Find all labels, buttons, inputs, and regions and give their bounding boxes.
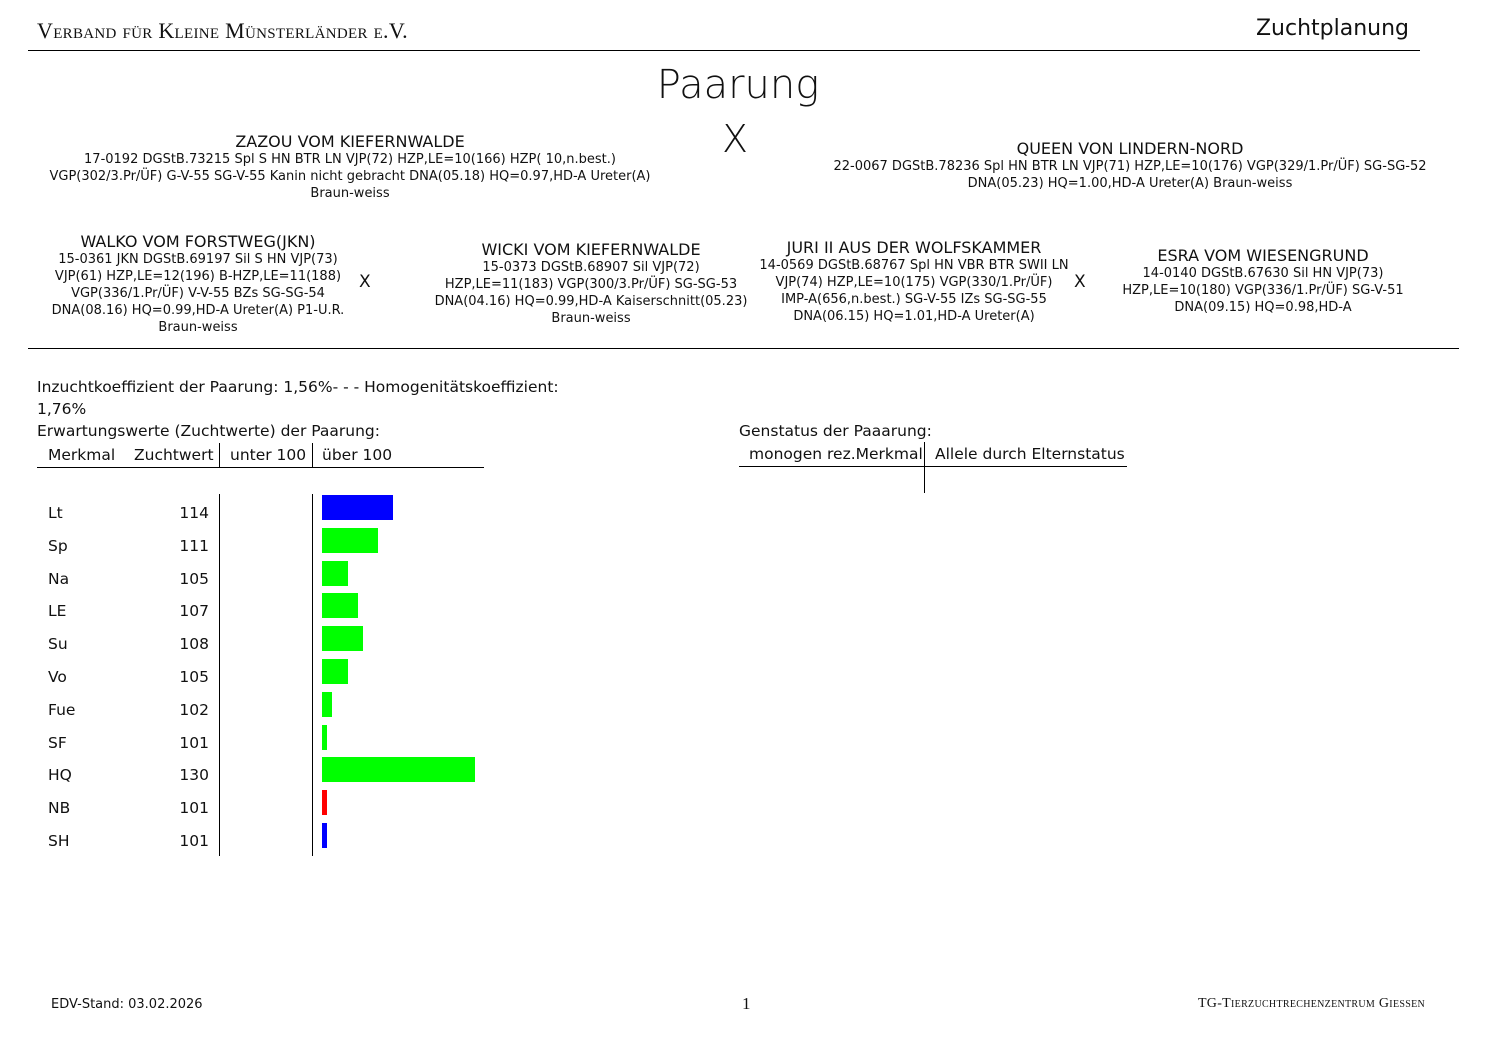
- chart-baseline: [312, 494, 313, 856]
- trait-label: Sp: [48, 536, 68, 555]
- bar-su: [322, 626, 363, 651]
- sire-dam-line: DNA(04.16) HQ=0.99,HD-A Kaiserschnitt(05.23): [434, 294, 748, 309]
- trait-value: 101: [179, 733, 209, 752]
- trait-value: 101: [179, 832, 209, 850]
- sire-sire-line: 15-0361 JKN DGStB.69197 Sil S HN VJP(73): [58, 252, 338, 267]
- trait-value: 107: [179, 602, 209, 621]
- bar-sp: [322, 528, 378, 553]
- sire-sire-block: [28, 232, 368, 336]
- sire-line: Braun-weiss: [310, 186, 390, 201]
- sire-block: [30, 132, 670, 202]
- trait-label: SF: [48, 733, 67, 752]
- bar-na: [322, 561, 348, 586]
- bar-nb: [322, 790, 327, 815]
- sire-dam-line: 15-0373 DGStB.68907 Sil VJP(72): [482, 260, 700, 275]
- dam-dam-name: ESRA VOM WIESENGRUND: [1157, 246, 1369, 265]
- col-header-value: Zuchtwert: [134, 446, 214, 464]
- cross-symbol: X: [722, 117, 749, 161]
- inbreeding-coefficient: Inzuchtkoeffizient der Paarung: 1,56%- - - Homogenitätskoeffizient:: [37, 378, 559, 396]
- dam-sire-line: 14-0569 DGStB.68767 Spl HN VBR BTR SWII LN: [759, 258, 1069, 273]
- trait-label: HQ: [48, 766, 72, 785]
- trait-label: SH: [48, 832, 70, 850]
- trait-label: Su: [48, 635, 68, 654]
- cross-symbol-dam-side: X: [1074, 272, 1086, 292]
- dam-sire-name: JURI II AUS DER WOLFSKAMMER: [786, 238, 1042, 257]
- column-divider: [312, 443, 313, 467]
- page-title: Paarung: [656, 62, 820, 108]
- dam-dam-line: DNA(09.15) HQ=0.98,HD-A: [1174, 300, 1352, 315]
- trait-value: 108: [179, 635, 209, 654]
- dam-line: DNA(05.23) HQ=1.00,HD-A Ureter(A) Braun-weiss: [967, 176, 1293, 191]
- bar-fue: [322, 692, 332, 717]
- col-header-trait: Merkmal: [48, 446, 116, 464]
- homogeneity-coefficient: 1,76%: [37, 400, 87, 418]
- trait-label: Lt: [48, 504, 63, 522]
- trait-label: Na: [48, 569, 70, 588]
- trait-label: Fue: [48, 700, 76, 719]
- sire-sire-name: WALKO VOM FORSTWEG(JKN): [80, 232, 316, 251]
- bar-vo: [322, 659, 348, 684]
- sire-sire-line: VGP(336/1.Pr/ÜF) V-V-55 BZs SG-SG-54: [71, 286, 325, 301]
- sire-sire-line: DNA(08.16) HQ=0.99,HD-A Ureter(A) P1-U.R.: [51, 303, 345, 318]
- column-divider: [219, 494, 220, 856]
- pedigree-rule: [28, 348, 1459, 349]
- genstatus-column-divider: [924, 442, 925, 493]
- dam-dam-block: [1100, 246, 1426, 316]
- trait-value: 111: [179, 536, 209, 555]
- header-rule: [28, 50, 1420, 51]
- sire-dam-block: [420, 240, 762, 327]
- bar-sh: [322, 823, 327, 848]
- trait-value: 130: [179, 766, 209, 785]
- dam-name: QUEEN VON LINDERN-NORD: [1016, 139, 1244, 158]
- cross-symbol-sire-side: X: [359, 272, 371, 292]
- trait-label: NB: [48, 799, 71, 818]
- dam-sire-line: IMP-A(656,n.best.) SG-V-55 IZs SG-SG-55: [781, 292, 1047, 307]
- page-number: 1: [742, 994, 751, 1013]
- trait-value: 105: [179, 569, 209, 588]
- trait-value: 102: [179, 700, 209, 719]
- sire-sire-line: VJP(61) HZP,LE=12(196) B-HZP,LE=11(188): [54, 269, 342, 284]
- organization-name: Verband für Kleine Münsterländer e.V.: [37, 18, 408, 43]
- computing-center: TG-Tierzuchtrechenzentrum Giessen: [1197, 996, 1425, 1011]
- genstatus-header-rule: [739, 466, 1127, 467]
- sire-sire-line: Braun-weiss: [158, 320, 238, 335]
- genstatus-col-alleles: Allele durch Elternstatus: [935, 445, 1125, 463]
- sire-dam-line: Braun-weiss: [551, 311, 631, 326]
- dam-line: 22-0067 DGStB.78236 Spl HN BTR LN VJP(71) HZP,LE=10(176) VGP(329/1.Pr/ÜF) SG-SG-52: [833, 159, 1427, 174]
- dam-sire-block: [744, 238, 1084, 325]
- dam-sire-line: VJP(74) HZP,LE=10(175) VGP(330/1.Pr/ÜF): [775, 275, 1053, 290]
- genstatus-col-trait: monogen rez.Merkmal: [749, 445, 923, 463]
- trait-value: 105: [179, 668, 209, 686]
- trait-label: LE: [48, 602, 67, 621]
- sire-dam-name: WICKI VOM KIEFERNWALDE: [481, 240, 701, 259]
- genstatus-caption: Genstatus der Paaarung:: [739, 422, 932, 440]
- column-divider: [219, 443, 220, 467]
- breeding-values-caption: Erwartungswerte (Zuchtwerte) der Paarung:: [37, 422, 380, 440]
- sire-line: 17-0192 DGStB.73215 Spl S HN BTR LN VJP(72) HZP,LE=10(166) HZP( 10,n.best.): [84, 152, 616, 167]
- dam-dam-line: HZP,LE=10(180) VGP(336/1.Pr/ÜF) SG-V-51: [1122, 283, 1404, 298]
- col-header-below: unter 100: [230, 446, 307, 464]
- dam-sire-line: DNA(06.15) HQ=1.01,HD-A Ureter(A): [793, 309, 1035, 324]
- trait-value: 114: [179, 504, 209, 522]
- sire-line: VGP(302/3.Pr/ÜF) G-V-55 SG-V-55 Kanin nicht gebracht DNA(05.18) HQ=0.97,HD-A Ureter(A): [49, 169, 651, 184]
- sire-name: ZAZOU VOM KIEFERNWALDE: [235, 132, 465, 151]
- dam-block: [800, 139, 1460, 192]
- trait-label: Vo: [48, 668, 67, 686]
- sire-dam-line: HZP,LE=11(183) VGP(300/3.Pr/ÜF) SG-SG-53: [444, 277, 738, 292]
- section-title: Zuchtplanung: [1255, 16, 1409, 41]
- dam-dam-line: 14-0140 DGStB.67630 Sil HN VJP(73): [1142, 266, 1384, 281]
- trait-value: 101: [179, 799, 209, 818]
- edv-date: EDV-Stand: 03.02.2026: [51, 997, 203, 1012]
- bar-sf: [322, 725, 327, 750]
- table-header-rule: [37, 467, 484, 468]
- bar-lt: [322, 495, 393, 520]
- bar-hq: [322, 757, 475, 782]
- bar-le: [322, 593, 358, 618]
- col-header-above: über 100: [322, 446, 393, 464]
